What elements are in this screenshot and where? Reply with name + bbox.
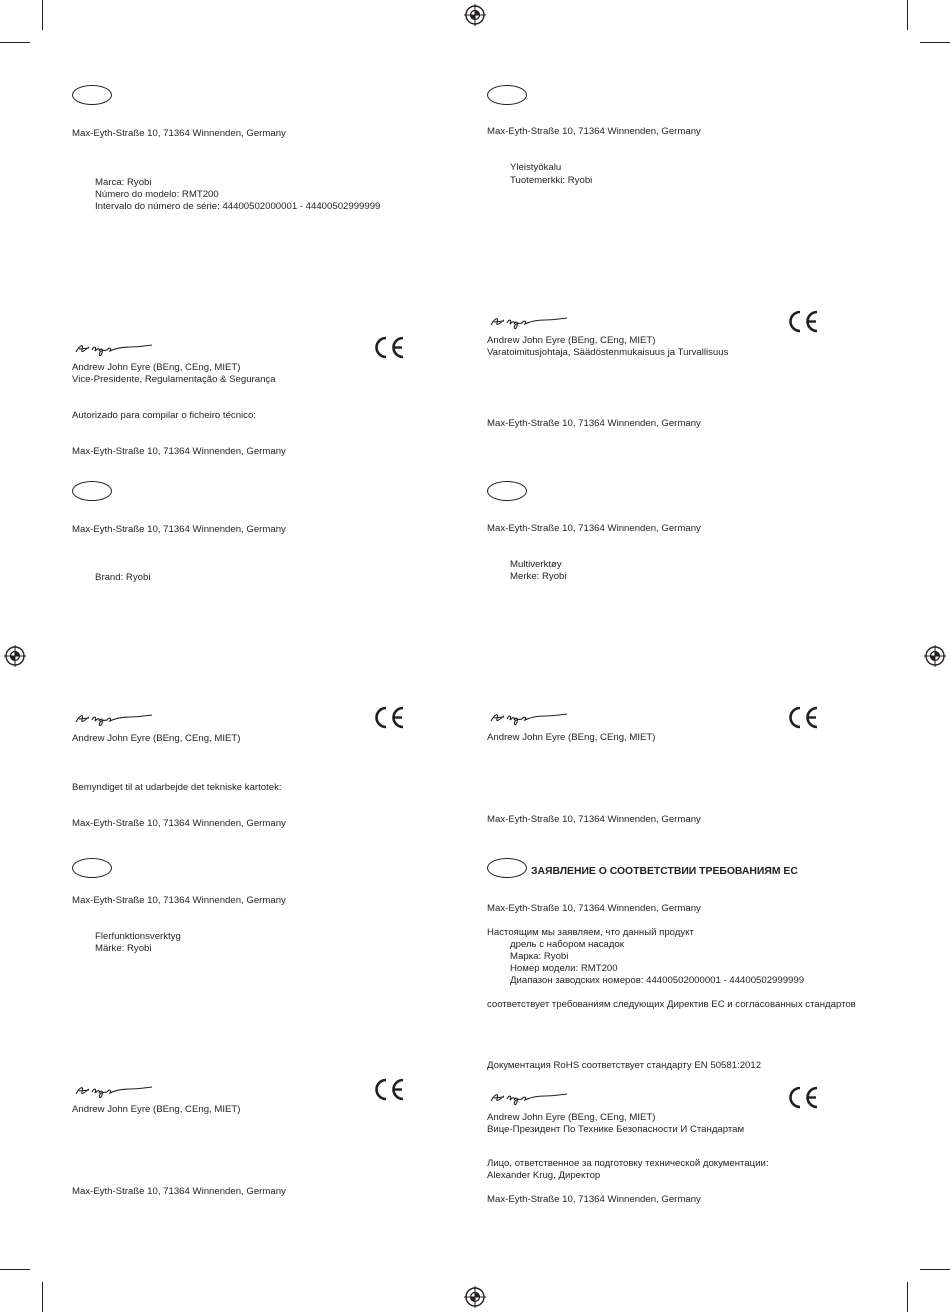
crop-mark: [907, 1282, 908, 1312]
ce-mark-icon: [372, 335, 406, 360]
address: Max-Eyth-Straße 10, 71364 Winnenden, Germany: [72, 1186, 286, 1197]
rohs-text: Документация RoHS соответствует стандарту EN 50581:2012: [487, 1060, 762, 1071]
registration-mark-icon: [464, 4, 486, 26]
ce-mark-icon: [372, 705, 406, 730]
signer-title: Vice-Presidente, Regulamentação & Segurança: [72, 374, 276, 385]
brand: Märke: Ryobi: [95, 943, 152, 954]
crop-mark: [920, 1269, 950, 1270]
product-name: Flerfunktionsverktyg: [95, 931, 181, 942]
signature-icon: [72, 341, 154, 357]
language-badge: [72, 481, 112, 501]
registration-mark-icon: [464, 1286, 486, 1308]
address: Max-Eyth-Straße 10, 71364 Winnenden, Germany: [487, 418, 701, 429]
crop-mark: [0, 1269, 30, 1270]
address: Max-Eyth-Straße 10, 71364 Winnenden, Germany: [72, 128, 286, 139]
crop-mark: [0, 42, 30, 43]
authorized-text: Bemyndiget til at udarbejde det tekniske kartotek:: [72, 782, 282, 793]
address: Max-Eyth-Straße 10, 71364 Winnenden, Germany: [72, 818, 286, 829]
signature-icon: [487, 710, 569, 726]
crop-mark: [907, 0, 908, 30]
compliance-text: соответствует требованиям следующих Директив ЕС и согласованных стандартов: [487, 999, 856, 1010]
crop-mark: [42, 0, 43, 30]
ce-mark-icon: [372, 1077, 406, 1102]
signer-name: Andrew John Eyre (BEng, CEng, MIET): [487, 1112, 656, 1123]
signer-name: Andrew John Eyre (BEng, CEng, MIET): [487, 335, 656, 346]
address: Max-Eyth-Straße 10, 71364 Winnenden, Germany: [487, 814, 701, 825]
signature-icon: [72, 711, 154, 727]
declaration-text: Настоящим мы заявляем, что данный продукт: [487, 927, 694, 938]
product-name: Multiverktøy: [510, 559, 562, 570]
model-number: Номер модели: RMT200: [510, 963, 618, 974]
language-badge: [72, 85, 112, 105]
registration-mark-icon: [4, 645, 26, 667]
director-name: Alexander Krug, Директор: [487, 1170, 601, 1181]
crop-mark: [920, 42, 950, 43]
signature-icon: [487, 314, 569, 330]
brand: Tuotemerkki: Ryobi: [510, 175, 593, 186]
ce-mark-icon: [786, 705, 820, 730]
signer-title: Вице-Президент По Технике Безопасности И Стандартам: [487, 1124, 745, 1135]
declaration-heading: ЗАЯВЛЕНИЕ О СООТВЕТСТВИИ ТРЕБОВАНИЯМ ЕС: [531, 866, 798, 877]
registration-mark-icon: [924, 645, 946, 667]
signer-name: Andrew John Eyre (BEng, CEng, MIET): [72, 362, 241, 373]
language-badge: [487, 858, 527, 878]
language-badge: [72, 858, 112, 878]
authorized-text: Autorizado para compilar o ficheiro técnico:: [72, 410, 256, 421]
address: Max-Eyth-Straße 10, 71364 Winnenden, Germany: [487, 903, 701, 914]
serial-range: Диапазон заводских номеров: 44400502000001 - 44400502999999: [510, 975, 805, 986]
product-name: Yleistyökalu: [510, 162, 562, 173]
signer-name: Andrew John Eyre (BEng, CEng, MIET): [72, 1104, 241, 1115]
address: Max-Eyth-Straße 10, 71364 Winnenden, Germany: [72, 895, 286, 906]
signature-icon: [487, 1090, 569, 1106]
address: Max-Eyth-Straße 10, 71364 Winnenden, Germany: [487, 1194, 701, 1205]
brand: Марка: Ryobi: [510, 951, 569, 962]
signer-name: Andrew John Eyre (BEng, CEng, MIET): [72, 733, 241, 744]
language-badge: [487, 481, 527, 501]
language-badge: [487, 85, 527, 105]
brand: Marca: Ryobi: [95, 177, 152, 188]
address: Max-Eyth-Straße 10, 71364 Winnenden, Germany: [487, 523, 701, 534]
product-name: дрель с набором насадок: [510, 939, 624, 950]
ce-mark-icon: [786, 309, 820, 334]
brand: Merke: Ryobi: [510, 571, 567, 582]
address: Max-Eyth-Straße 10, 71364 Winnenden, Germany: [72, 524, 286, 535]
signature-icon: [72, 1083, 154, 1099]
authorized-text: Лицо, ответственное за подготовку технической документации:: [487, 1158, 769, 1169]
crop-mark: [42, 1282, 43, 1312]
brand: Brand: Ryobi: [95, 572, 151, 583]
address: Max-Eyth-Straße 10, 71364 Winnenden, Germany: [72, 446, 286, 457]
signer-title: Varatoimitusjohtaja, Säädöstenmukaisuus ja Turvallisuus: [487, 347, 729, 358]
ce-mark-icon: [786, 1085, 820, 1110]
signer-name: Andrew John Eyre (BEng, CEng, MIET): [487, 732, 656, 743]
model-number: Número do modelo: RMT200: [95, 189, 219, 200]
address: Max-Eyth-Straße 10, 71364 Winnenden, Germany: [487, 126, 701, 137]
serial-range: Intervalo do número de série: 44400502000001 - 44400502999999: [95, 201, 381, 212]
